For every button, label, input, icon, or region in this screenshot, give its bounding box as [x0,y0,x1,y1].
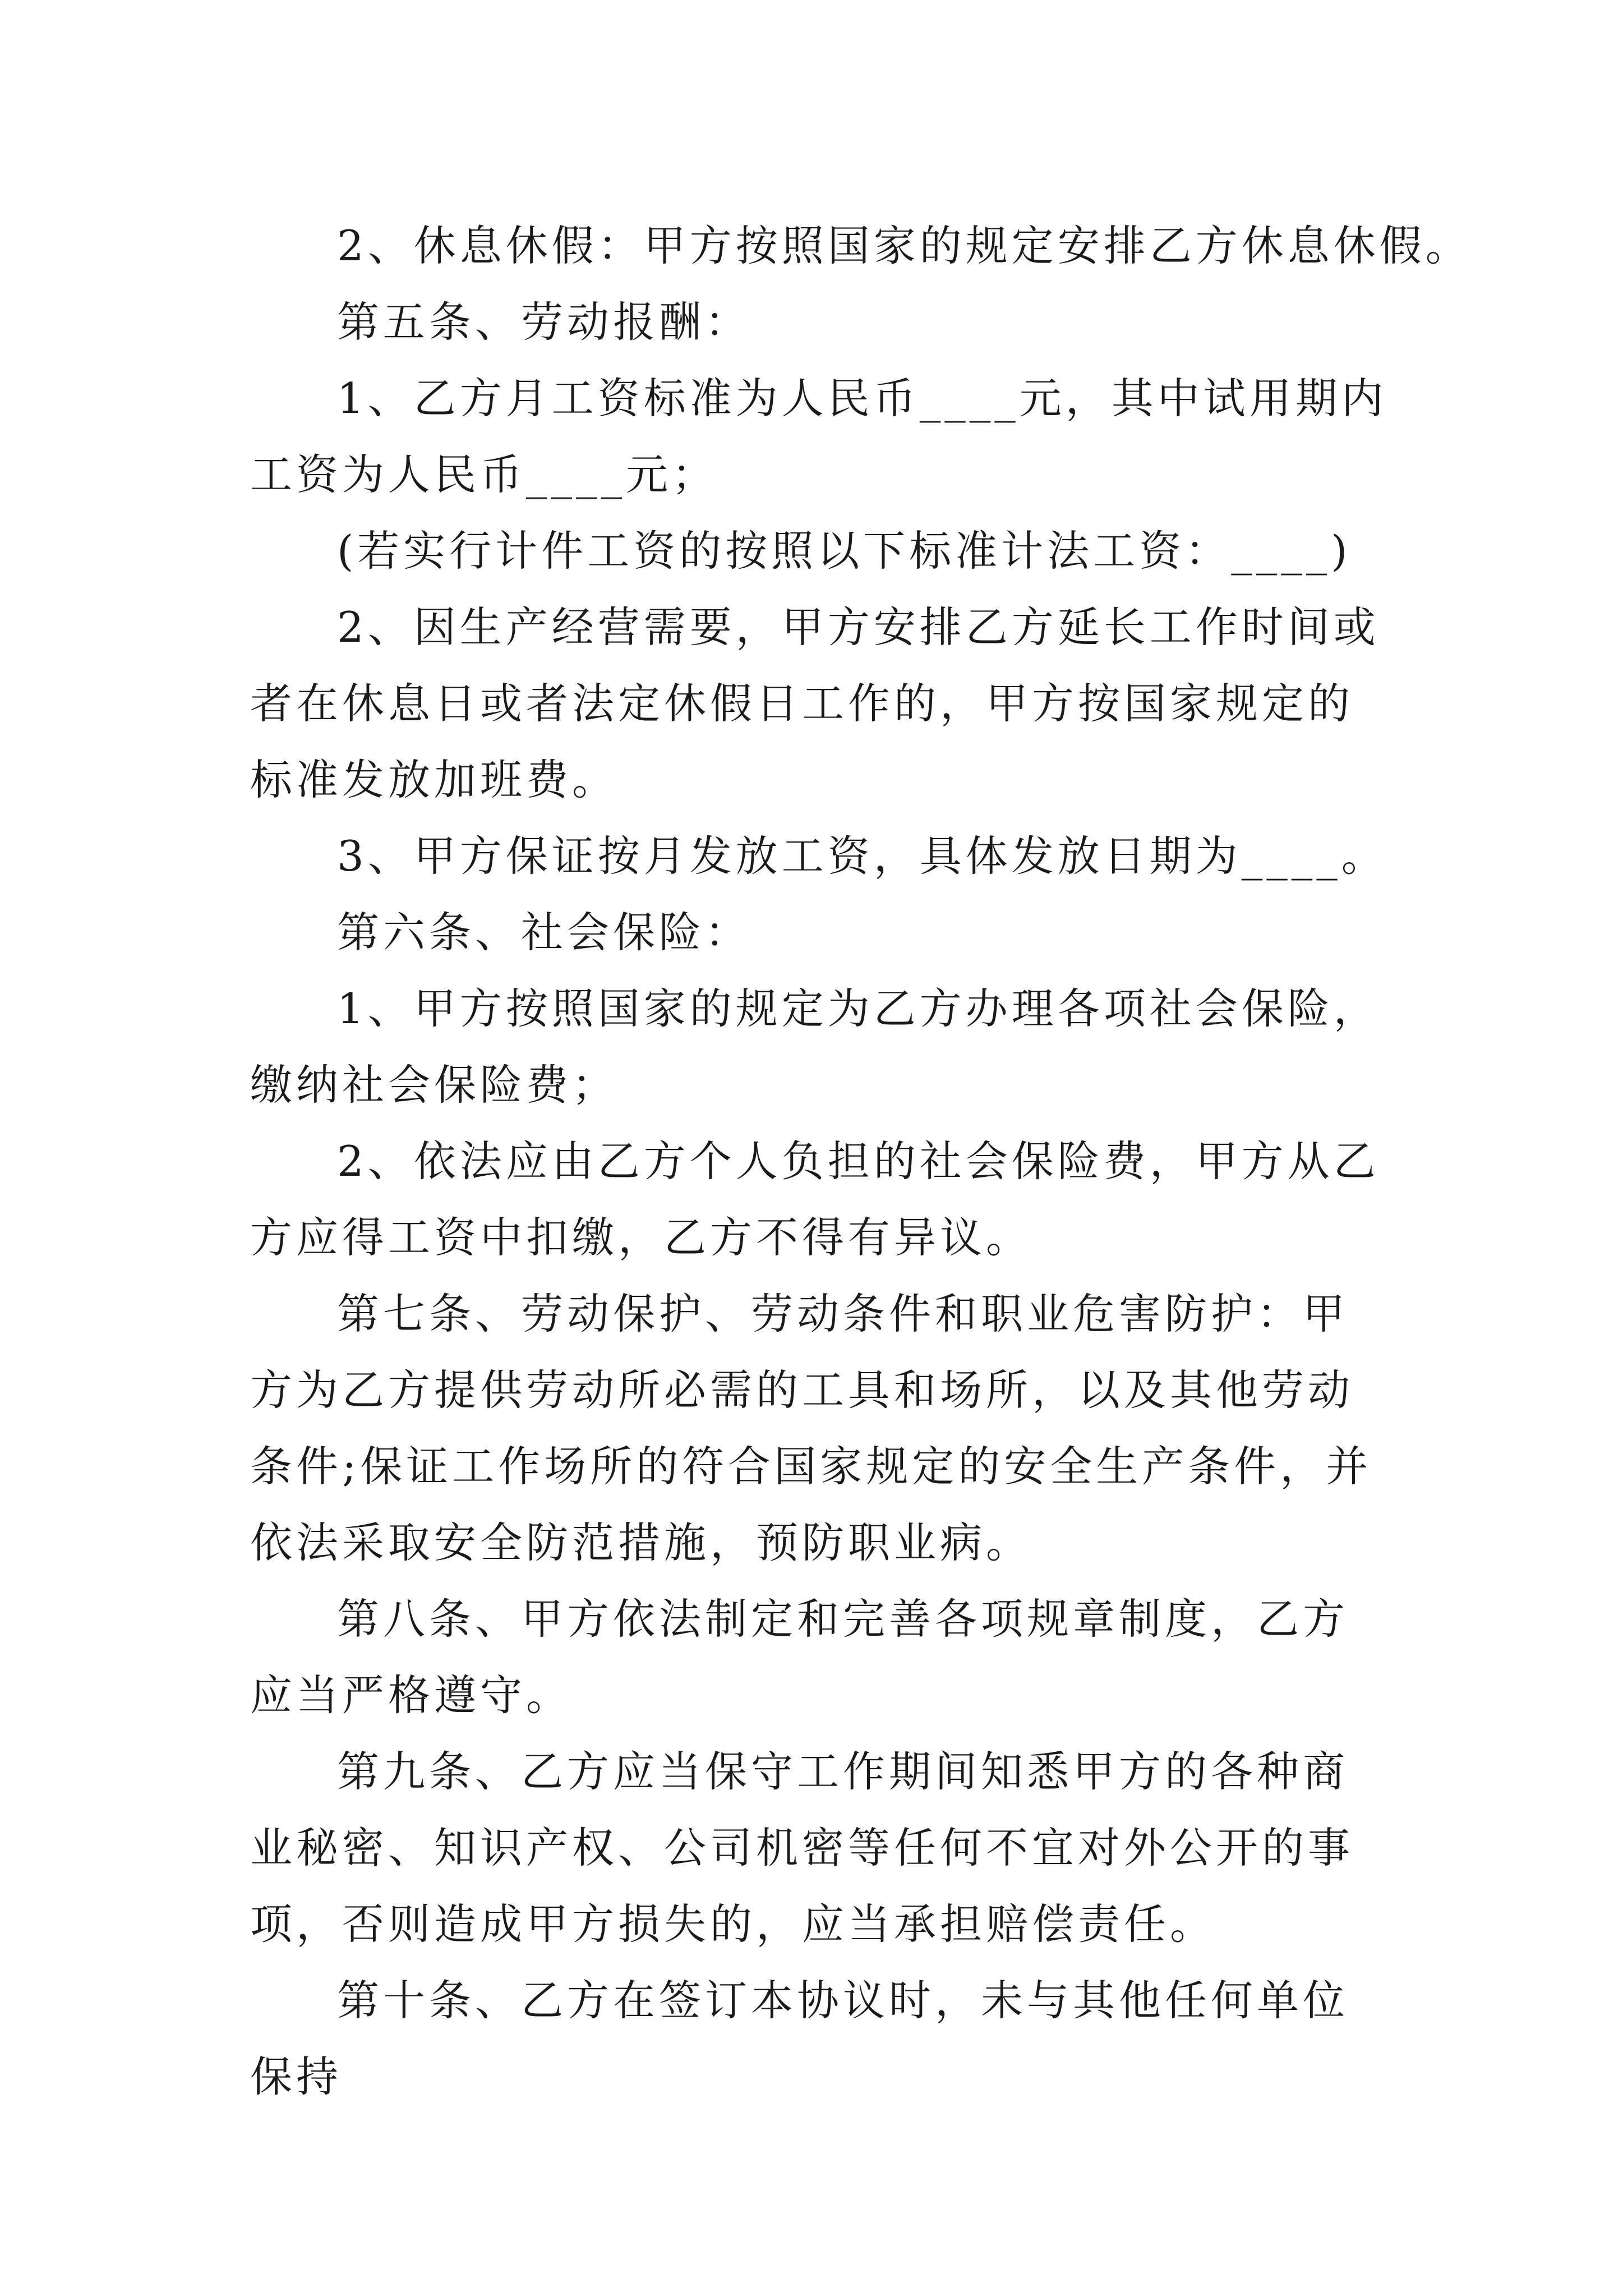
paragraph-piece-rate: (若实行计件工资的按照以下标准计法工资：____) [337,526,1352,576]
paragraph-article-7-protection: 第七条、劳动保护、劳动条件和职业危害防护：甲方为乙方提供劳动所必需的工具和场所，以及其他劳动条件;保证工作场所的符合国家规定的安全生产条件，并依法采取安全防范措施，预防职业病。 [250,1289,1372,1567]
paragraph-article-8-rules: 第八条、甲方依法制定和完善各项规章制度，乙方应当严格遵守。 [250,1594,1349,1720]
paragraph-rest-leave: 2、休息休假：甲方按照国家的规定安排乙方休息休假。 [337,221,1472,270]
document-body [250,208,1472,2115]
heading-article-5: 第五条、劳动报酬： [337,297,751,347]
paragraph-social-insurance-enroll: 1、甲方按照国家的规定为乙方办理各项社会保险，缴纳社会保险费； [250,984,1380,1110]
paragraph-article-9-confidentiality: 第九条、乙方应当保守工作期间知悉甲方的各种商业秘密、知识产权、公司机密等任何不宜对外公开的事项，否则造成甲方损失的，应当承担赔偿责任。 [250,1747,1354,1949]
paragraph-social-insurance-deduction: 2、依法应由乙方个人负担的社会保险费，甲方从乙方应得工资中扣缴，乙方不得有异议。 [250,1137,1380,1262]
paragraph-article-10: 第十条、乙方在签订本协议时，未与其他任何单位保持 [250,1976,1349,2101]
heading-article-6: 第六条、社会保险： [337,908,751,957]
paragraph-overtime-pay: 2、因生产经营需要，甲方安排乙方延长工作时间或者在休息日或者法定休假日工作的，甲方按国家规定的标准发放加班费。 [250,602,1380,804]
paragraph-pay-date: 3、甲方保证按月发放工资，具体发放日期为____。 [337,831,1387,881]
paragraph-monthly-wage: 1、乙方月工资标准为人民币____元，其中试用期内工资为人民币____元； [250,374,1387,499]
